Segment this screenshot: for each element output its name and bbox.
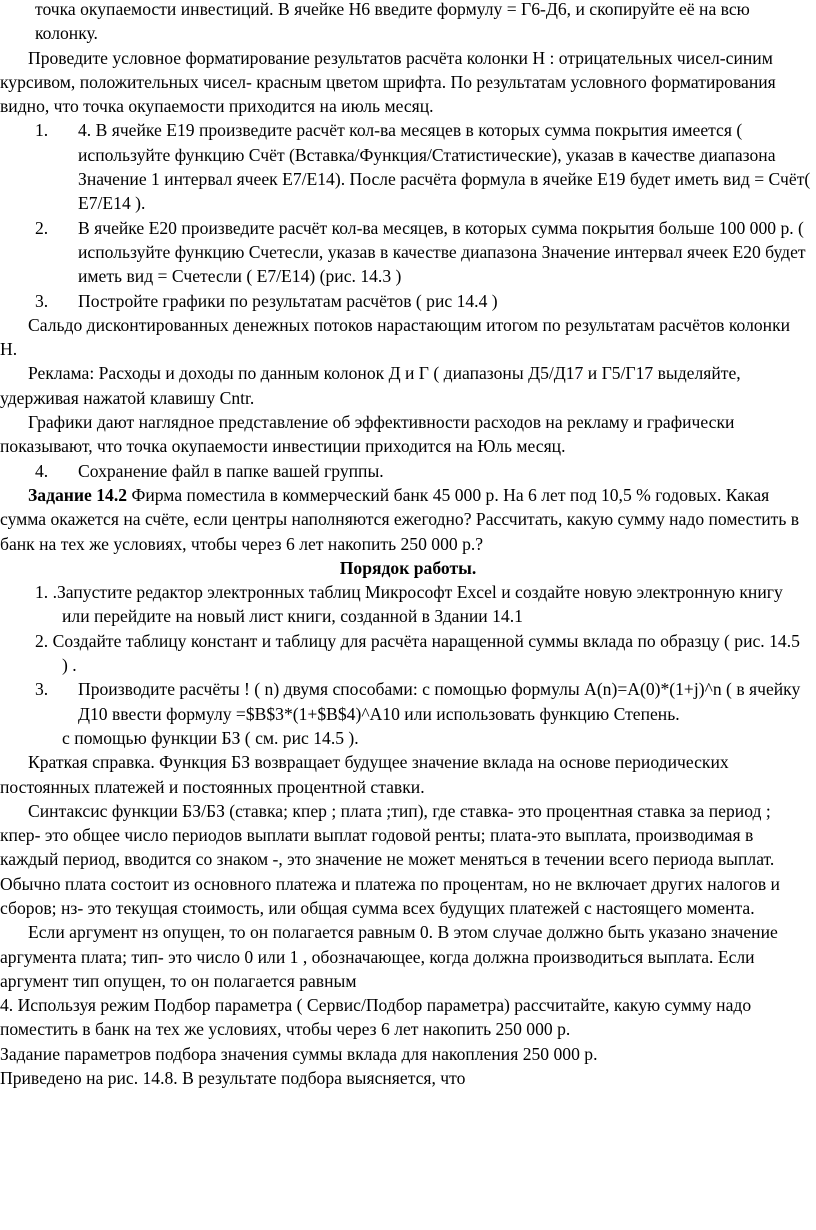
list-item-text: Постройте графики по результатам расчётов ( рис 14.4 ) [78, 290, 498, 311]
list-item-1 [0, 118, 816, 215]
list-item-3 [0, 289, 816, 313]
task-label: Задание 14.2 [28, 484, 128, 505]
paragraph-charts: Графики дают наглядное представление об эффективности расходов на рекламу и графически показывают, что точка окупаемости инвестиции приходится на Юль месяц. [0, 412, 735, 457]
list-number: 4. [35, 460, 49, 481]
paragraph-saldo: Сальдо дисконтированных денежных потоков нарастающим итогом по результатам расчётов колонки Н. [0, 314, 791, 360]
list-item-text: Производите расчёты ! ( n) двумя способами: с помощью формулы А(n)=А(0)*(1+j)^n ( в ячейку Д10 ввести формулу =$В$3*(1+$В$4)^А10 или использовать функцию Степень. [78, 679, 801, 724]
step-2: 2. Создайте таблицу констант и таблицу для расчёта наращенной суммы вклада по образцу ( рис. 14.5 ) . [35, 630, 800, 676]
paragraph-result: Приведено на рис. 14.8. В результате подбора выясняется, что [0, 1068, 466, 1089]
list-number: 1. [35, 120, 49, 141]
list-number: 2. [35, 217, 49, 238]
list-number: 3. [35, 290, 49, 311]
section-heading: Порядок работы. [339, 557, 477, 578]
step-3 [0, 677, 816, 726]
paragraph-task-14-2 [0, 483, 816, 556]
paragraph-goal-seek-params: Задание параметров подбора значения суммы вклада для накопления 250 000 р. [0, 1043, 598, 1064]
list-item-text: 4. В ячейке Е19 произведите расчёт кол-ва месяцев в которых сумма покрытия имеется ( используйте функцию Счёт (Вставка/Функция/Статистические), указав в качестве диапазона Значение 1 интервал ячеек Е7/Е14). После расчёта формула в ячейке Е19 будет иметь вид = Счёт( Е7/Е14 ). [78, 120, 811, 214]
paragraph-syntax: Синтаксис функции БЗ/БЗ (ставка; кпер ; плата ;тип), где ставка- это процентная ставка за период ; кпер- это общее число периодов выплати выплат годовой ренты; плата-это выплата, производимая в каждый период, вводится со знаком -, это значение не может меняться в течении всего периода выплат. Обычно плата состоит из основного платежа и платежа по процентам, но не включает других налогов и сборов; нз- это текущая стоимость, или общая сумма всех будущих платежей с настоящего момента. [0, 800, 780, 918]
paragraph-goal-seek: 4. Используя режим Подбор параметра ( Сервис/Подбор параметра) рассчитайте, какую сумму надо поместить в банк на тех же условиях, чтобы через 6 лет накопить 250 000 р. [0, 995, 752, 1040]
paragraph-breakeven: точка окупаемости инвестиций. В ячейке Н6 введите формулу = Г6-Д6, и скопируйте её на всю колонку. [35, 0, 750, 44]
task-text: Фирма поместила в коммерческий банк 45 000 р. На 6 лет под 10,5 % годовых. Какая сумма окажется на счёте, если центры наполняются ежегодно? Рассчитать, какую сумму надо поместить в банк на тех же условиях, чтобы через 6 лет накопить 250 000 р.? [0, 484, 800, 554]
paragraph-conditional-formatting: Проведите условное форматирование результатов расчёта колонки Н : отрицательных чисел-синим курсивом, положительных чисел- красным цветом шрифта. По результатам условного форматирования видно, что точка окупаемости приходится на июль месяц. [0, 47, 776, 117]
paragraph-advertising: Реклама: Расходы и доходы по данным колонок Д и Г ( диапазоны Д5/Д17 и Г5/Г17 выделяйте, удерживая нажатой клавишу Cntr. [0, 363, 741, 408]
list-item-4 [0, 459, 816, 483]
list-item-text: Сохранение файл в папке вашей группы. [78, 460, 384, 481]
paragraph-argument: Если аргумент нз опущен, то он полагается равным 0. В этом случае должно быть указано значение аргумента плата; тип- это число 0 или 1 , обозначающее, когда должна производиться выплата. Если аргумент тип опущен, то он полагается равным [0, 922, 778, 991]
list-item-text: В ячейке Е20 произведите расчёт кол-ва месяцев, в которых сумма покрытия больше 100 000 р. ( используйте функцию Счетесли, указав в качестве диапазона Значение интервал ячеек Е20 будет иметь вид = Счетесли ( Е7/Е14) (рис. 14.3 ) [78, 217, 806, 287]
list-item-2 [0, 216, 816, 289]
paragraph-reference: Краткая справка. Функция БЗ возвращает будущее значение вклада на основе периодических постоянных платежей и постоянных процентной ставки. [0, 752, 729, 797]
step-3-alt: с помощью функции БЗ ( см. рис 14.5 ). [62, 727, 359, 748]
list-number: 3. [35, 679, 49, 700]
step-1: 1. .Запустите редактор электронных таблиц Микрософт Excel и создайте новую электронную книгу или перейдите на новый лист книги, созданной в Здании 14.1 [35, 582, 783, 627]
